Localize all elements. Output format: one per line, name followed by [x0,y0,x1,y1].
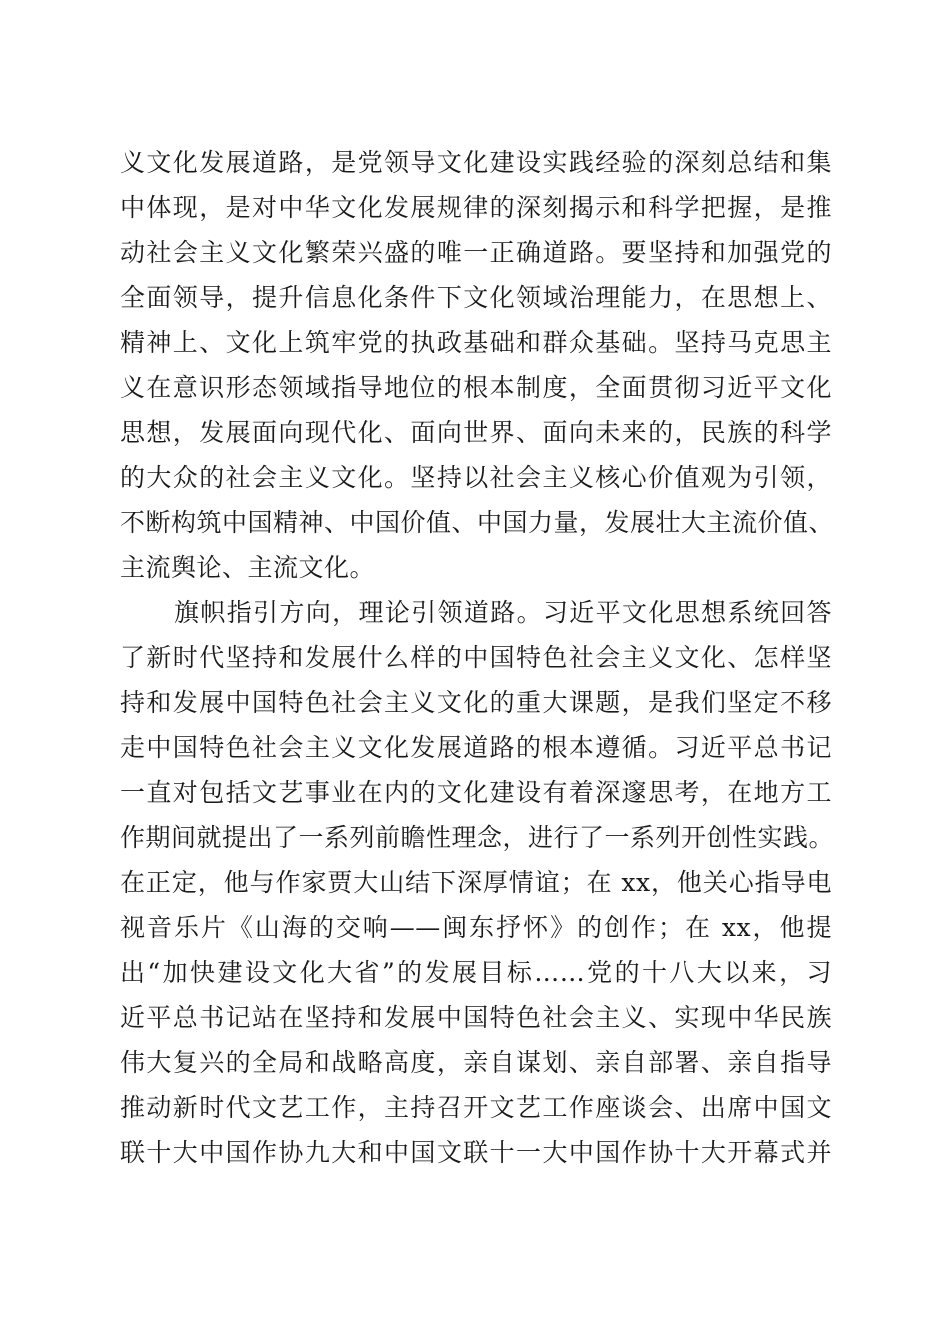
text-line: 中体现，是对中华文化发展规律的深刻揭示和科学把握，是推 [120,193,832,222]
text-line: 动社会主义文化繁荣兴盛的唯一正确道路。要坚持和加强党的 [120,238,832,267]
body-text [120,140,835,1175]
text-line: 不断构筑中国精神、中国价值、中国力量，发展壮大主流价值、 [120,508,835,537]
text-line: 义在意识形态领域指导地位的根本制度，全面贯彻习近平文化 [120,373,832,402]
text-line: 持和发展中国特色社会主义文化的重大课题，是我们坚定不移 [120,688,832,717]
text-line: 义文化发展道路，是党领导文化建设实践经验的深刻总结和集 [120,148,832,177]
text-line: 思想，发展面向现代化、面向世界、面向未来的，民族的科学 [120,418,832,447]
text-line: 出“加快建设文化大省”的发展目标……党的十八大以来，习 [120,958,832,987]
text-line: 在正定，他与作家贾大山结下深厚情谊；在 xx，他关心指导电 [120,868,832,897]
text-line: 的大众的社会主义文化。坚持以社会主义核心价值观为引领， [120,463,832,492]
text-line: 联十大中国作协九大和中国文联十一大中国作协十大开幕式并 [120,1138,832,1167]
text-line: 了新时代坚持和发展什么样的中国特色社会主义文化、怎样坚 [120,643,832,672]
text-line: 一直对包括文艺事业在内的文化建设有着深邃思考，在地方工 [120,778,832,807]
text-line: 精神上、文化上筑牢党的执政基础和群众基础。坚持马克思主 [120,328,832,357]
text-line: 作期间就提出了一系列前瞻性理念，进行了一系列开创性实践。 [120,823,835,852]
text-line: 伟大复兴的全局和战略高度，亲自谋划、亲自部署、亲自指导 [120,1048,832,1077]
text-line: 走中国特色社会主义文化发展道路的根本遵循。习近平总书记 [120,733,832,762]
text-line: 全面领导，提升信息化条件下文化领域治理能力，在思想上、 [120,283,832,312]
text-line: 旗帜指引方向，理论引领道路。习近平文化思想系统回答 [174,598,832,627]
paragraph-1 [120,140,835,590]
text-line: 近平总书记站在坚持和发展中国特色社会主义、实现中华民族 [120,1003,832,1032]
text-line: 推动新时代文艺工作，主持召开文艺工作座谈会、出席中国文 [120,1093,832,1122]
text-line: 主流舆论、主流文化。 [120,553,376,582]
paragraph-2 [120,590,835,1175]
text-line: 视音乐片《山海的交响——闽东抒怀》的创作；在 xx，他提 [120,913,832,942]
